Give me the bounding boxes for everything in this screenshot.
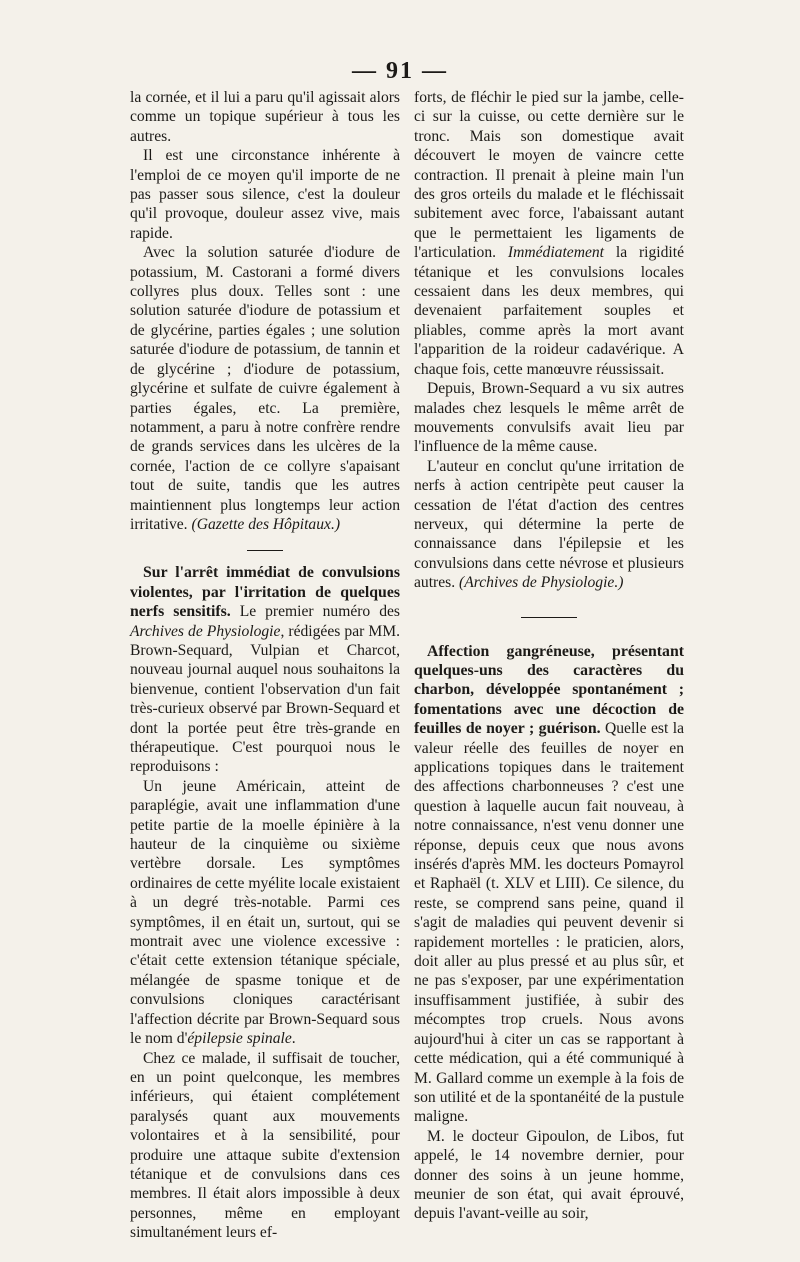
paragraph: la cornée, et il lui a paru qu'il agissait alors comme un topique supérieur à tous les autres.	[130, 89, 400, 145]
divider-rule	[247, 550, 283, 551]
journal-name: Archives de Physiologie	[130, 622, 281, 640]
article-intro	[414, 642, 684, 1127]
term: Immédiatement	[507, 244, 605, 262]
paragraph: Il est une circonstance inhérente à l'emploi de ce moyen qu'il importe de ne pas passer sous silence, c'est la douleur qu'il provoque, douleur assez vive, mais rapide.	[130, 147, 400, 242]
paragraph	[414, 88, 684, 379]
paragraph-text: Un jeune Américain, atteint de paraplégie, avait une inflammation d'une petite partie de la moelle épinière à la hauteur de la cinquième ou sixième vertèbre dorsale. Les symptômes ordinaires de cette myélite locale existaient à un degré très-notable. Parmi ces symptômes, il en était un, surtout, qui se montrait avec une violence excessive : c'était cette extension tétanique spéciale, mélangée de spasme tonique et de convulsions cloniques caractérisant l'affection décrite par Brown-Sequard sous le nom d'	[130, 777, 400, 1048]
left-column	[130, 88, 400, 1243]
page-number: — 91 —	[352, 58, 448, 84]
paragraph-text: la rigidité tétanique et les convulsions locales cessaient dans les deux membres, qui devenaient parfaitement souples et pliables, comme après la mort avant l'apparition de la roideur cadavérique. A chaque fois, cette manœuvre réussissait.	[414, 244, 684, 378]
paragraph-text: forts, de fléchir le pied sur la jambe, celle-ci sur la cuisse, ou cette dernière sur le tronc. Mais son domestique avait découvert le moyen de vaincre cette contraction. Il prenait à pleine main l'un des gros orteils du malade et le fléchissait subitement avec force, l'abaissant autant que le permettaient les ligaments de l'articulation.	[414, 89, 684, 262]
right-column	[414, 88, 684, 1224]
source-citation: (Gazette des Hôpitaux.)	[191, 515, 341, 533]
divider-rule	[521, 617, 577, 618]
article-intro	[130, 563, 400, 776]
article-title: Affection gangréneuse, présentant quelques-uns des caractères du charbon, développée spontanément ; fomentations avec une décoction de feuilles de noyer ; guérison.	[414, 642, 684, 738]
paragraph	[414, 457, 684, 593]
article-intro-text: Le premier numéro des	[230, 603, 400, 621]
paragraph	[130, 243, 400, 534]
article-title: Sur l'arrêt immédiat de convulsions violentes, par l'irritation de quelques nerfs sensitifs.	[130, 564, 400, 621]
paragraph	[130, 777, 400, 1049]
paragraph: Chez ce malade, il suffisait de toucher, en un point quelconque, les membres inférieurs, qui étaient complétement paralysés quant aux mouvements volontaires et à la sensibilité, pour produire une attaque subite d'extension tétanique et de convulsions dans ces membres. Il était alors impossible à deux personnes, même en employant simultanément leurs ef-	[130, 1049, 400, 1242]
paragraph: Depuis, Brown-Sequard a vu six autres malades chez lesquels le même arrêt de mouvements convulsifs avait lieu par l'influence de la même cause.	[414, 380, 684, 456]
source-citation: (Archives de Physiologie.)	[459, 574, 624, 592]
article-intro-text: Quelle est la valeur réelle des feuilles de noyer en applications topiques dans le traitement des affections charbonneuses ? c'est une question à laquelle aucun fait nouveau, à notre connaissance, n'est venu donner une réponse, depuis ceux que nous avons insérés d'après MM. les docteurs Pomayrol et Raphaël (t. XLV et LIII). Ce silence, du reste, se comprend sans peine, quand il s'agit de maladies qui peuvent devenir si rapidement mortelles : le praticien, alors, doit aller au plus pressé et au plus sûr, et ne pas s'exposer, par une expérimentation insuffisamment justifiée, à subir des mécomptes trop cruels. Nous avons aujourd'hui à citer un cas se rapportant à cette médication, qui a été communiqué à M. Gallard comme un exemple à la fois de son utilité et de la spontanéité de la pustule maligne.	[414, 720, 684, 1126]
paragraph-text: L'auteur en conclut qu'une irritation de nerfs à action centripète peut causer la cessation de l'état d'action des centres nerveux, qui détermine la perte de connaissance dans l'épilepsie et les convulsions dans cette névrose et plusieurs autres.	[414, 457, 684, 592]
paragraph-text: .	[291, 1030, 296, 1048]
term: épilepsie spinale	[187, 1030, 292, 1048]
paragraph: M. le docteur Gipoulon, de Libos, fut appelé, le 14 novembre dernier, pour donner des soins à un jeune homme, meunier de son état, qui avait éprouvé, depuis l'avant-veille au soir,	[414, 1127, 684, 1223]
paragraph-text: Avec la solution saturée d'iodure de potassium, M. Castorani a formé divers collyres plus doux. Telles sont : une solution saturée d'iodure de potassium et de glycérine, parties égales ; une solution saturée d'iodure de potassium, de tannin et de glycérine ; d'iodure de potassium, glycérine et sulfate de cuivre également à parties égales, etc. La première, notamment, a paru à notre confrère rendre de grands services dans les ulcères de la cornée, l'action de ce collyre s'apaisant tout de suite, tandis que les autres maintiennent plus longtemps leur action irritative.	[130, 244, 400, 533]
article-intro-text: , rédigées par MM. Brown-Sequard, Vulpian et Charcot, nouveau journal auquel nous souhaitons la bienvenue, contient l'observation d'un fait très-curieux observé par Brown-Sequard et dont la portée peut être très-grande en thérapeutique. C'est pourquoi nous le reproduisons :	[130, 622, 400, 776]
